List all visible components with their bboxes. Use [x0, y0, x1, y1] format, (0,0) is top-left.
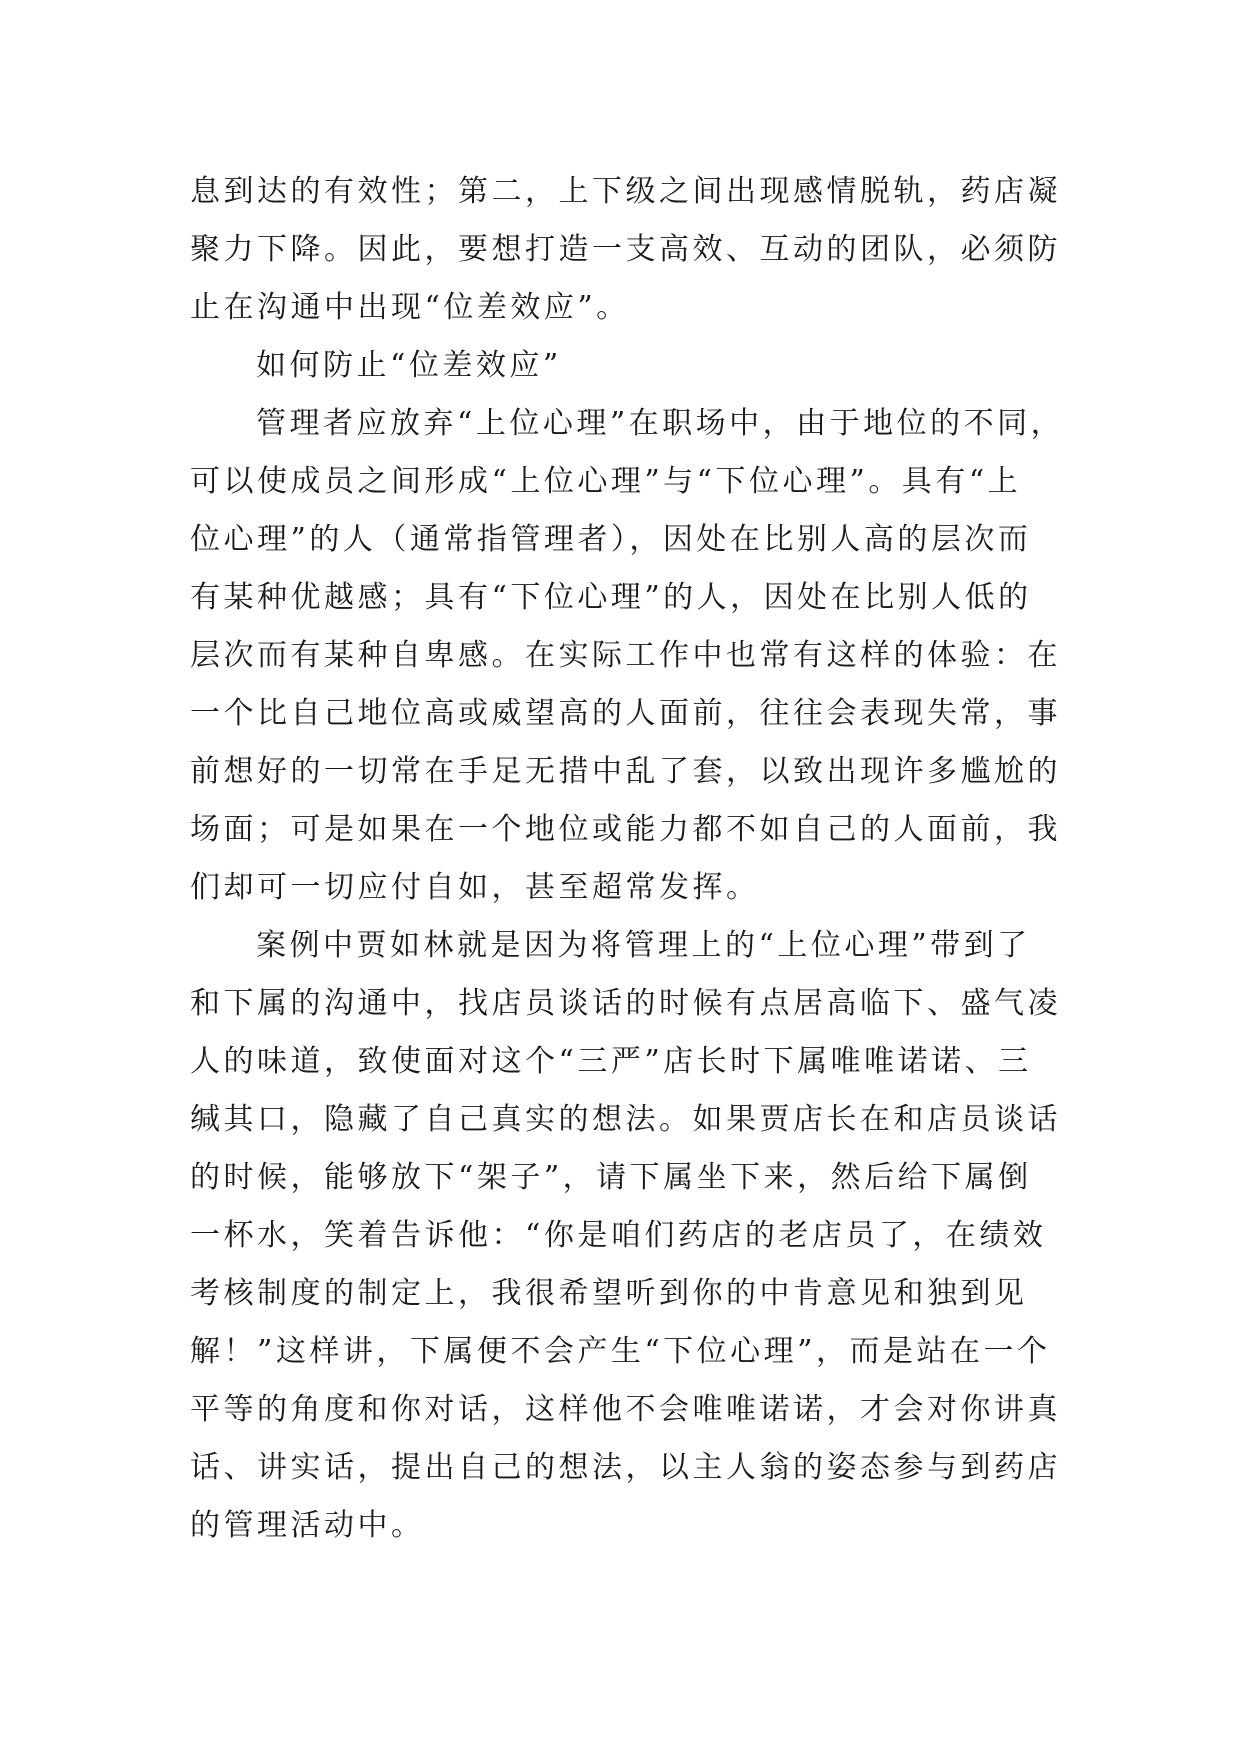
text-line: 息到达的有效性；第二，上下级之间出现感情脱轨，药店凝 — [190, 174, 1061, 209]
text-line: 可以使成员之间形成“上位心理”与“下位心理”。具有“上 — [190, 464, 1022, 499]
text-line: 缄其口，隐藏了自己真实的想法。如果贾店长在和店员谈话 — [190, 1102, 1061, 1137]
text-line: 人的味道，致使面对这个“三严”店长时下属唯唯诺诺、三 — [190, 1044, 1032, 1079]
body-text — [190, 163, 1065, 1555]
text-line: 案例中贾如林就是因为将管理上的“上位心理”带到了 — [256, 928, 1031, 963]
text-line: 一个比自己地位高或威望高的人面前，往往会表现失常，事 — [190, 696, 1061, 731]
text-line: 如何防止“位差效应” — [256, 348, 562, 383]
text-line: 层次而有某种自卑感。在实际工作中也常有这样的体验：在 — [190, 638, 1061, 673]
text-line: 的管理活动中。 — [190, 1508, 425, 1543]
text-line: 和下属的沟通中，找店员谈话的时候有点居高临下、盛气凌 — [190, 986, 1061, 1021]
text-line: 平等的角度和你对话，这样他不会唯唯诺诺，才会对你讲真 — [190, 1392, 1061, 1427]
text-line: 们却可一切应付自如，甚至超常发挥。 — [190, 870, 760, 905]
text-line: 话、讲实话，提出自己的想法，以主人翁的姿态参与到药店 — [190, 1450, 1061, 1485]
text-line: 的时候，能够放下“架子”，请下属坐下来，然后给下属倒 — [190, 1160, 1032, 1195]
text-line: 管理者应放弃“上位心理”在职场中，由于地位的不同， — [256, 406, 1065, 441]
text-line: 一杯水，笑着告诉他：“你是咱们药店的老店员了，在绩效 — [190, 1218, 1047, 1253]
text-line: 位心理”的人（通常指管理者），因处在比别人高的层次而 — [190, 522, 1032, 557]
text-line: 场面；可是如果在一个地位或能力都不如自己的人面前，我 — [190, 812, 1061, 847]
text-line: 前想好的一切常在手足无措中乱了套，以致出现许多尴尬的 — [190, 754, 1061, 789]
text-line: 止在沟通中出现“位差效应”。 — [190, 290, 630, 325]
text-line: 解！”这样讲，下属便不会产生“下位心理”，而是站在一个 — [190, 1334, 1051, 1369]
text-line: 有某种优越感；具有“下位心理”的人，因处在比别人低的 — [190, 580, 1032, 615]
text-line: 考核制度的制定上，我很希望听到你的中肯意见和独到见 — [190, 1276, 1028, 1311]
text-line: 聚力下降。因此，要想打造一支高效、互动的团队，必须防 — [190, 232, 1061, 267]
